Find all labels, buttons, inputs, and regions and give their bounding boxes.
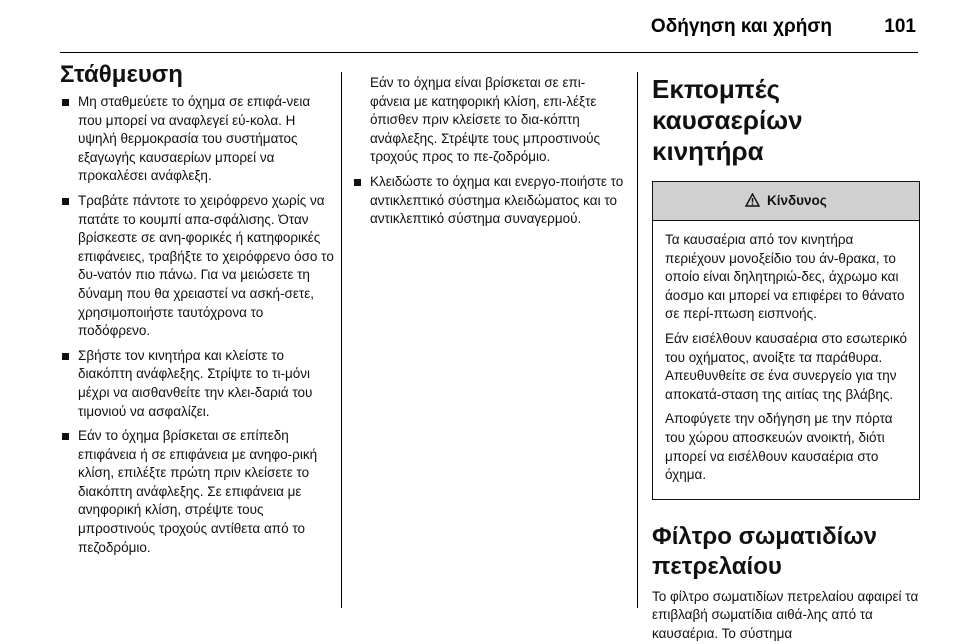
parking-bullet-list — [60, 93, 336, 557]
continuation-paragraph: Εάν το όχημα είναι βρίσκεται σε επι-φάνεια με κατηφορική κλίση, επι-λέξτε όπισθεν πριν κλείσετε το δια-κόπτη ανάφλεξης. Στρέψτε τους μπροστινούς τροχούς προς το πε-ζοδρόμιο. — [370, 75, 601, 165]
section-heading-parking: Στάθμευση — [60, 61, 183, 88]
dpf-paragraph: Το φίλτρο σωματιδίων πετρελαίου αφαιρεί τα επιβλαβή σωματίδια αιθά-λης από τα καυσαέρια. Το σύστημα — [652, 588, 919, 641]
right-column — [652, 74, 920, 644]
bullet-item: Μη σταθμεύετε το όχημα σε επιφά-νεια που μπορεί να αναφλεγεί εύ-κολα. Η υψηλή θερμοκρασία του συστήματος εξαγωγής καυσαερίων μπορεί να προκαλέσει ανάφλεξη. — [60, 93, 336, 186]
warning-paragraph: Αποφύγετε την οδήγηση με την πόρτα του χώρου αποσκευών ανοικτή, διότι μπορεί να εισέλθουν καυσαέρια στο όχημα. — [665, 411, 893, 483]
left-column — [60, 61, 336, 563]
column-separator-1 — [341, 72, 342, 608]
warning-body — [653, 221, 919, 499]
middle-column — [352, 74, 624, 235]
page-number: 101 — [884, 16, 916, 37]
header-rule — [60, 52, 918, 53]
warning-triangle-icon — [745, 193, 760, 207]
warning-paragraph: Τα καυσαέρια από τον κινητήρα περιέχουν μονοξείδιο του άν-θρακα, το οποίο είναι δηλητηριώ-δες, άχρωμο και άοσμο και μπορεί να επιφέρει το θάνατο σε περί-πτωση εισπνοής. — [665, 232, 905, 322]
danger-warning-box — [652, 181, 920, 500]
section-heading-emissions: Εκπομπές καυσαερίων κινητήρα — [652, 74, 803, 166]
bullet-item: Εάν το όχημα βρίσκεται σε επίπεδη επιφάνεια ή σε επιφάνεια με ανηφο-ρική κλίση, επιλέξτε πρώτη πριν κλείσετε το διακόπτη ανάφλεξης. Σε επιφάνεια με ανηφορική κλίση, στρέψτε τους μπροστινούς τροχούς αντίθετα από το πεζοδρόμιο. — [60, 427, 336, 557]
bullet-item: Κλειδώστε το όχημα και ενεργο-ποιήστε το αντικλεπτικό σύστημα κλειδώματος και το αντικλεπτικό σύστημα συναγερμού. — [352, 173, 624, 229]
section-heading-dpf: Φίλτρο σωματιδίων πετρελαίου — [652, 522, 877, 580]
middle-bullet-list — [352, 173, 624, 229]
warning-header — [653, 182, 919, 221]
warning-paragraph: Εάν εισέλθουν καυσαέρια στο εσωτερικό του οχήματος, ανοίξτε τα παράθυρα. Απευθυνθείτε σε ένα συνεργείο για την αποκατά-σταση της αιτίας της βλάβης. — [665, 330, 908, 402]
warning-title: Κίνδυνος — [766, 193, 827, 208]
column-separator-2 — [637, 72, 638, 608]
bullet-item: Σβήστε τον κινητήρα και κλείστε το διακόπτη ανάφλεξης. Στρίψτε το τι-μόνι μέχρι να αισθανθείτε την κλει-δαριά του τιμονιού να ασφαλίζει. — [60, 347, 336, 421]
bullet-item: Τραβάτε πάντοτε το χειρόφρενο χωρίς να πατάτε το κουμπί απα-σφάλισης. Όταν βρίσκεστε σε ανη-φορικές ή κατηφορικές επιφάνειες, τραβήξτε το χειρόφρενο όσο το δυ-νατόν πιο πάνω. Για να μειώσετε τη δύναμη που θα χρειαστεί να ασκή-σετε, χρησιμοποιήστε ταυτόχρονα το ποδόφρενο. — [60, 192, 336, 341]
page-header-title: Οδήγηση και χρήση — [650, 16, 832, 37]
